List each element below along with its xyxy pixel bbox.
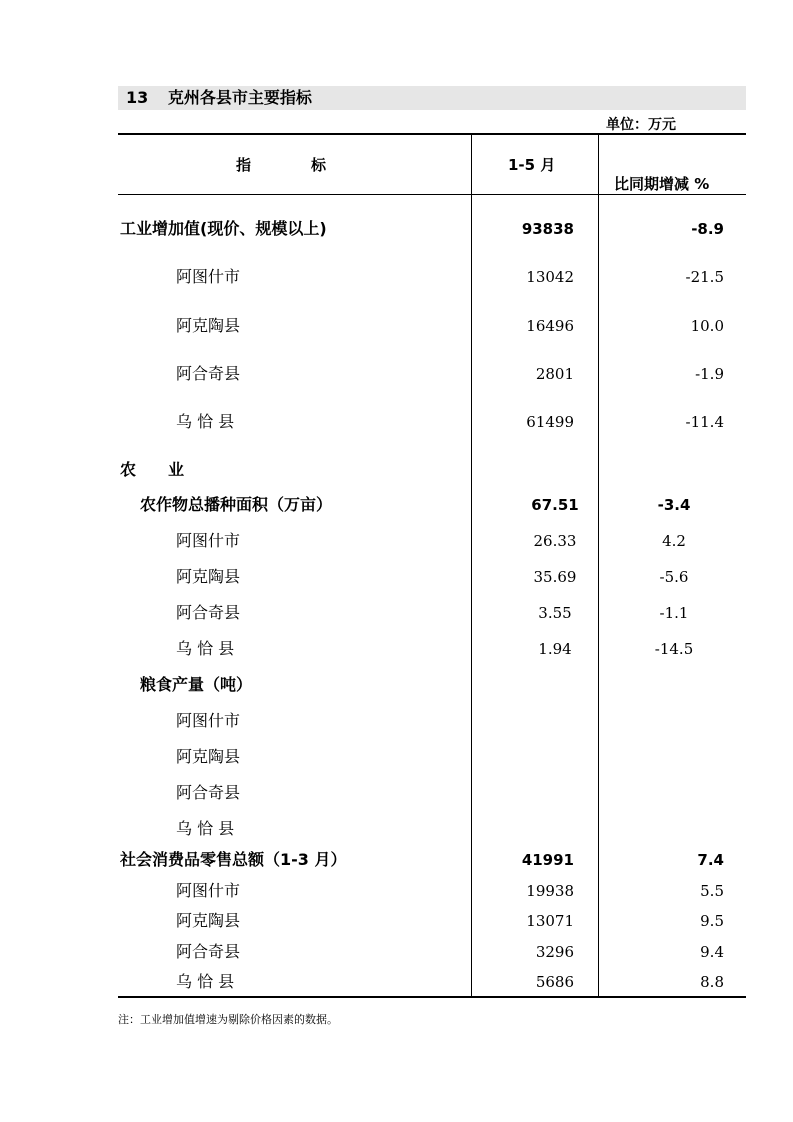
row-value-period: 93838 bbox=[521, 220, 574, 238]
row-value-change: 8.8 bbox=[700, 973, 724, 991]
row-value-change: -8.9 bbox=[691, 220, 724, 238]
row-label: 农作物总播种面积（万亩） bbox=[140, 495, 333, 514]
table-row bbox=[118, 311, 746, 341]
table-row bbox=[118, 967, 746, 997]
row-value-change: -5.6 bbox=[659, 568, 689, 586]
table-number: 13 bbox=[126, 88, 149, 107]
top-rule bbox=[118, 133, 746, 135]
row-value-period: 35.69 bbox=[533, 568, 577, 586]
header-rule bbox=[118, 194, 746, 195]
table-row bbox=[118, 742, 746, 772]
row-value-change: -14.5 bbox=[654, 640, 694, 658]
row-label: 乌 恰 县 bbox=[176, 972, 235, 991]
row-value-change: -1.1 bbox=[659, 604, 689, 622]
row-label: 阿图什市 bbox=[176, 881, 241, 900]
row-label: 阿图什市 bbox=[176, 711, 241, 730]
table-row bbox=[118, 937, 746, 967]
row-value-change: -21.5 bbox=[685, 268, 724, 286]
row-value-period: 3296 bbox=[535, 943, 574, 961]
row-value-change: 9.5 bbox=[700, 912, 724, 930]
header-change: 比同期增减 % bbox=[614, 175, 710, 193]
row-label: 粮食产量（吨） bbox=[140, 675, 253, 694]
table-row bbox=[118, 262, 746, 292]
row-value-period: 16496 bbox=[526, 317, 574, 335]
table-row bbox=[118, 814, 746, 844]
row-label: 工业增加值(现价、规模以上) bbox=[120, 219, 327, 238]
row-value-change: -11.4 bbox=[685, 413, 724, 431]
table-row bbox=[118, 490, 746, 520]
row-label: 阿克陶县 bbox=[176, 316, 241, 335]
table-row bbox=[118, 670, 746, 700]
row-label: 阿克陶县 bbox=[176, 747, 241, 766]
row-value-period: 1.94 bbox=[538, 640, 572, 658]
table-row bbox=[118, 214, 746, 244]
row-label: 社会消费品零售总额（1-3 月） bbox=[120, 850, 347, 869]
row-value-period: 3.55 bbox=[538, 604, 572, 622]
row-value-period: 13071 bbox=[526, 912, 574, 930]
table-title-text: 克州各县市主要指标 bbox=[167, 88, 312, 107]
table-row bbox=[118, 359, 746, 389]
row-value-period: 19938 bbox=[526, 882, 574, 900]
table-row bbox=[118, 598, 746, 628]
row-value-period: 61499 bbox=[526, 413, 574, 431]
row-value-change: 7.4 bbox=[697, 851, 724, 869]
row-value-change: 5.5 bbox=[700, 882, 724, 900]
row-label: 阿图什市 bbox=[176, 531, 241, 550]
row-label: 阿合奇县 bbox=[176, 942, 241, 961]
table-row bbox=[118, 455, 746, 485]
row-value-period: 2801 bbox=[535, 365, 574, 383]
row-label: 农 业 bbox=[120, 460, 185, 479]
table-row bbox=[118, 876, 746, 906]
row-label: 乌 恰 县 bbox=[176, 639, 235, 658]
row-label: 阿图什市 bbox=[176, 267, 241, 286]
row-value-period: 41991 bbox=[521, 851, 574, 869]
table-row bbox=[118, 706, 746, 736]
unit-label: 单位：万元 bbox=[606, 117, 676, 133]
row-value-change: -1.9 bbox=[695, 365, 724, 383]
table-title bbox=[118, 86, 746, 110]
footnote: 注：工业增加值增速为剔除价格因素的数据。 bbox=[118, 1013, 338, 1026]
table-row bbox=[118, 634, 746, 664]
table-row bbox=[118, 845, 746, 875]
table-row bbox=[118, 526, 746, 556]
header-period: 1-5 月 bbox=[508, 156, 556, 174]
row-value-change: 10.0 bbox=[690, 317, 724, 335]
row-label: 阿合奇县 bbox=[176, 783, 241, 802]
table-row bbox=[118, 906, 746, 936]
row-label: 阿克陶县 bbox=[176, 911, 241, 930]
row-value-change: 4.2 bbox=[662, 532, 686, 550]
table-row bbox=[118, 778, 746, 808]
row-value-period: 67.51 bbox=[531, 496, 579, 514]
header-indicator: 指 标 bbox=[236, 156, 327, 174]
row-value-period: 13042 bbox=[526, 268, 574, 286]
row-value-change: -3.4 bbox=[657, 496, 691, 514]
row-value-period: 26.33 bbox=[533, 532, 577, 550]
row-label: 乌 恰 县 bbox=[176, 412, 235, 431]
row-label: 阿克陶县 bbox=[176, 567, 241, 586]
row-label: 乌 恰 县 bbox=[176, 819, 235, 838]
table-row bbox=[118, 407, 746, 437]
row-value-change: 9.4 bbox=[700, 943, 724, 961]
table-row bbox=[118, 562, 746, 592]
row-value-period: 5686 bbox=[535, 973, 574, 991]
row-label: 阿合奇县 bbox=[176, 603, 241, 622]
row-label: 阿合奇县 bbox=[176, 364, 241, 383]
